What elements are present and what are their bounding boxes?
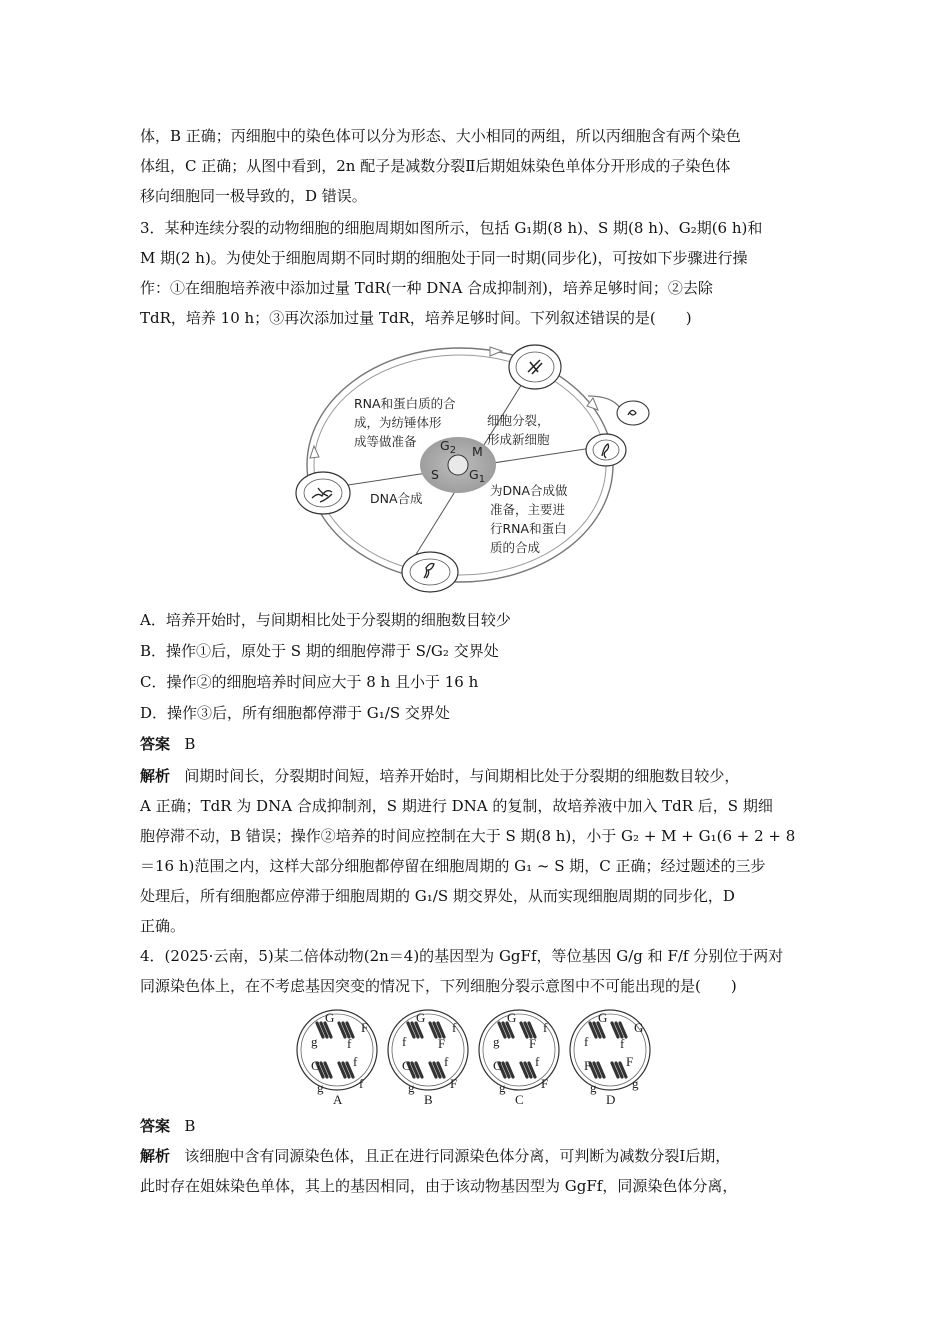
cell-figure-c: [479, 1010, 559, 1107]
text-line: 移向细胞同一极导致的，D 错误。: [140, 187, 367, 205]
gene-label: G: [634, 1020, 644, 1035]
center-circle: [448, 455, 468, 475]
gene-label: G: [598, 1010, 608, 1025]
text-line: 4．(2025·云南，5)某二倍体动物(2n＝4)的基因型为 GgFf，等位基因 G/g 和 F/f 分别位于两对: [140, 947, 784, 965]
gene-label: f: [444, 1054, 449, 1069]
gene-label: g: [499, 1080, 506, 1095]
cell-caption: C: [515, 1092, 524, 1107]
answer-label: 答案: [140, 1117, 171, 1135]
gene-label: f: [347, 1036, 352, 1051]
label-g1: 为DNA合成做 准备，主要进 行RNA和蛋白 质的合成: [490, 483, 568, 555]
gene-label: f: [535, 1054, 540, 1069]
gene-label: F: [529, 1036, 537, 1051]
answer-value: B: [184, 1117, 196, 1135]
text-line: 处理后，所有细胞都应停滞于细胞周期的 G₁/S 期交界处，从而实现细胞周期的同步化，D: [140, 887, 735, 905]
label-m: 细胞分裂， 形成新细胞: [487, 413, 550, 447]
text-line: 胞停滞不动，B 错误；操作②培养的时间应控制在大于 S 期(8 h)，小于 G₂ + M + G₁(6 + 2 + 8: [140, 827, 796, 845]
arrow-icon: [490, 347, 502, 356]
gene-label: g: [590, 1080, 597, 1095]
gene-label: g: [311, 1034, 318, 1049]
gene-label: G: [416, 1010, 426, 1025]
answer-label: 答案: [140, 735, 171, 753]
phase-m: M: [472, 444, 483, 459]
text-line: 该细胞中含有同源染色体，且正在进行同源染色体分离，可判断为减数分裂Ⅰ后期，: [184, 1147, 731, 1165]
gene-label: g: [493, 1034, 500, 1049]
cell-icon-g2: [296, 472, 350, 514]
gene-label: g: [317, 1080, 324, 1095]
cell-icon-s: [402, 552, 458, 592]
gene-label: G: [325, 1010, 335, 1025]
cell-figure-b: [388, 1010, 468, 1107]
gene-label: f: [584, 1034, 589, 1049]
cell-figure-a: [297, 1010, 377, 1107]
cell-caption: D: [606, 1092, 616, 1107]
option-c: C．操作②的细胞培养时间应大于 8 h 且小于 16 h: [140, 673, 479, 691]
text-line: 体组，C 正确；从图中看到，2n 配子是减数分裂Ⅱ后期姐妹染色单体分开形成的子染色体: [140, 157, 731, 175]
gene-label: f: [452, 1020, 457, 1035]
gene-label: F: [450, 1076, 458, 1091]
label-g2: RNA和蛋白质的合 成，为纺锤体形 成等做准备: [354, 396, 456, 449]
text-line: 作：①在细胞培养液中添加过量 TdR(一种 DNA 合成抑制剂)，培养足够时间；②去除: [140, 279, 713, 297]
gene-label: G: [311, 1058, 321, 1073]
analysis-label: 解析: [140, 1147, 171, 1165]
gene-label: f: [543, 1020, 548, 1035]
gene-label: F: [541, 1076, 549, 1091]
q4-cell-figures: [290, 1004, 670, 1108]
cell-caption: A: [333, 1092, 343, 1107]
arrow-icon: [587, 398, 598, 410]
text-line: 间期时间长，分裂期时间短，培养开始时，与间期相比处于分裂期的细胞数目较少，: [184, 767, 740, 785]
option-b: B．操作①后，原处于 S 期的细胞停滞于 S/G₂ 交界处: [140, 642, 499, 660]
gene-label: G: [402, 1058, 412, 1073]
text-line: 此时存在姐妹染色单体，其上的基因相同，由于该动物基因型为 GgFf，同源染色体分离，: [140, 1177, 738, 1195]
cell-icon-g1: [586, 434, 626, 466]
phase-s: S: [431, 467, 439, 482]
analysis-label: 解析: [140, 767, 171, 785]
gene-label: f: [402, 1034, 407, 1049]
gene-label: F: [626, 1054, 634, 1069]
text-line: A 正确；TdR 为 DNA 合成抑制剂，S 期进行 DNA 的复制，故培养液中加入 TdR 后，S 期细: [140, 797, 773, 815]
option-a: A．培养开始时，与间期相比处于分裂期的细胞数目较少: [140, 611, 511, 629]
gene-label: f: [359, 1076, 364, 1091]
gene-label: F: [584, 1058, 592, 1073]
gene-label: f: [620, 1036, 625, 1051]
gene-label: G: [493, 1058, 503, 1073]
gene-label: g: [632, 1076, 639, 1091]
text-line: 正确。: [140, 917, 186, 935]
q4-answer: [140, 1116, 820, 1136]
text-line: 3．某种连续分裂的动物细胞的细胞周期如图所示，包括 G₁期(8 h)、S 期(8 h)、G₂期(6 h)和: [140, 219, 763, 237]
q3-answer: [140, 734, 820, 754]
phase-g2: $G_2$: [440, 438, 457, 456]
cell-figure-d: [570, 1010, 650, 1107]
option-d: D．操作③后，所有细胞都停滞于 G₁/S 交界处: [140, 704, 450, 722]
gene-label: f: [353, 1054, 358, 1069]
cell-caption: B: [424, 1092, 433, 1107]
gene-label: F: [438, 1036, 446, 1051]
gene-label: F: [361, 1020, 369, 1035]
phase-g1: $G_1$: [469, 467, 486, 485]
gene-label: G: [507, 1010, 517, 1025]
gene-label: g: [408, 1080, 415, 1095]
cell-icon-m: [509, 345, 561, 389]
cell-icon-daughter: [617, 401, 649, 425]
text-line: M 期(2 h)。为使处于细胞周期不同时期的细胞处于同一时期(同步化)，可按如下步骤进行操: [140, 249, 748, 267]
answer-value: B: [184, 735, 196, 753]
text-line: 同源染色体上，在不考虑基因突变的情况下，下列细胞分裂示意图中不可能出现的是( ): [140, 977, 737, 995]
text-line: TdR，培养 10 h；③再次添加过量 TdR，培养足够时间。下列叙述错误的是( ): [140, 309, 692, 327]
text-line: 体，B 正确；丙细胞中的染色体可以分为形态、大小相同的两组，所以丙细胞含有两个染色: [140, 127, 741, 145]
text-line: ＝16 h)范围之内，这样大部分细胞都停留在细胞周期的 G₁ ~ S 期，C 正确；经过题述的三步: [140, 857, 766, 875]
label-s: DNA合成: [370, 491, 423, 506]
arrow-icon: [310, 446, 319, 458]
cell-cycle-diagram: [290, 338, 650, 600]
